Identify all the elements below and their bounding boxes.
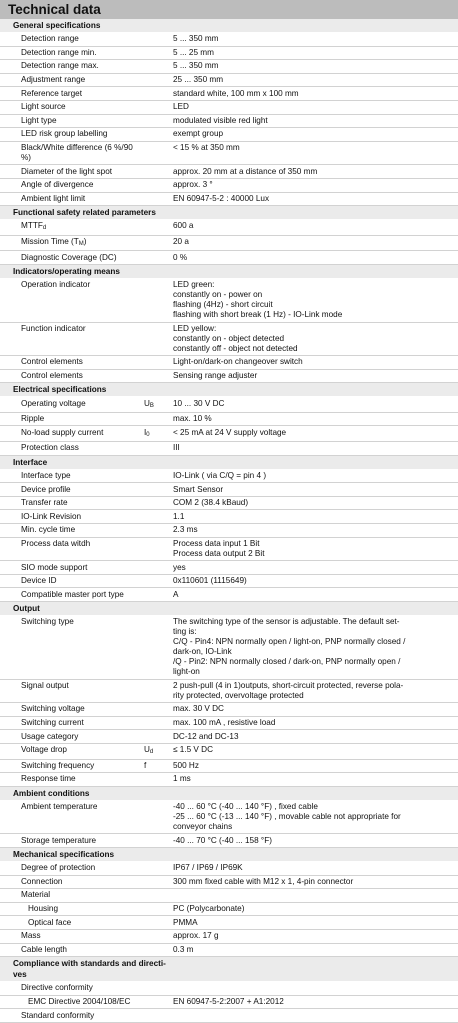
spec-label: $MTTF_d$ <box>21 221 47 232</box>
spec-label: Switching type <box>21 617 74 627</box>
spec-label: Switching frequency <box>21 760 95 770</box>
spec-symbol <box>144 370 173 383</box>
spec-value: max. 10 % <box>173 414 212 424</box>
spec-symbol: f <box>144 760 147 770</box>
spec-value: LED green: constantly on - power on flashing (4Hz) - short circuit flashing with short break (1 Hz) - IO-Link mode <box>173 280 343 320</box>
spec-value: 1.1 <box>173 511 185 521</box>
spec-label: Compatible master port type <box>21 589 124 599</box>
spec-value: A <box>173 589 179 599</box>
spec-symbol <box>144 442 173 455</box>
spec-value: standard white, 100 mm x 100 mm <box>173 88 299 98</box>
spec-symbol <box>144 60 173 73</box>
spec-value: 500 Hz <box>173 760 199 770</box>
spec-label: Angle of divergence <box>21 180 94 190</box>
spec-label: Detection range <box>21 34 79 44</box>
spec-label: Response time <box>21 774 76 784</box>
spec-row <box>0 413 458 427</box>
spec-value: LED yellow: constantly on - object detected constantly off - object not detected <box>173 323 298 353</box>
spec-label: IO-Link Revision <box>21 511 82 521</box>
spec-value: -40 ... 70 °C (-40 ... 158 °F) <box>173 835 272 845</box>
spec-symbol <box>144 944 173 957</box>
spec-row <box>0 165 458 179</box>
spec-value: IP67 / IP69 / IP69K <box>173 863 243 873</box>
spec-value: DC-12 and DC-13 <box>173 731 239 741</box>
spec-value: III <box>173 443 180 453</box>
spec-value: COM 2 (38.4 kBaud) <box>173 498 249 508</box>
spec-value: PC (Polycarbonate) <box>173 904 245 914</box>
spec-row <box>0 834 458 848</box>
spec-label: Protection class <box>21 443 79 453</box>
spec-value: -40 ... 60 °C (-40 ... 140 °F) , fixed cable -25 ... 60 °C (-13 ... 140 °F) , movable cable not appropriate for conveyor chains <box>173 802 401 832</box>
spec-label: Device ID <box>21 576 57 586</box>
spec-row <box>0 703 458 717</box>
spec-value: exempt group <box>173 129 224 139</box>
page-title: Technical data <box>0 0 458 19</box>
spec-symbol <box>144 561 173 574</box>
spec-label: Ripple <box>21 414 45 424</box>
spec-symbol <box>144 251 173 264</box>
spec-symbol <box>144 142 173 165</box>
section-heading: Indicators/operating means <box>0 265 458 279</box>
spec-value: The switching type of the sensor is adjustable. The default set- ting is: C/Q - Pin4: NPN normally open / light-on, PNP normally closed / dark-on, IO-Link /Q - Pin2: NPN normally closed / dark-on, PNP normally open / light-on <box>173 617 406 677</box>
spec-symbol <box>144 279 173 322</box>
spec-value: 600 a <box>173 221 194 231</box>
spec-row <box>0 115 458 129</box>
spec-symbol <box>144 680 173 703</box>
spec-label: LED risk group labelling <box>21 129 108 139</box>
spec-symbol <box>144 356 173 369</box>
spec-label: SIO mode support <box>21 562 88 572</box>
spec-symbol <box>144 703 173 716</box>
spec-symbol <box>144 323 173 356</box>
spec-value: 10 ... 30 V DC <box>173 398 225 408</box>
section-heading: Compliance with standards and directi- ves <box>0 957 458 982</box>
spec-value: Light-on/dark-on changeover switch <box>173 357 303 367</box>
spec-row <box>0 889 458 903</box>
spec-value: approx. 20 mm at a distance of 350 mm <box>173 166 318 176</box>
section-heading: Electrical specifications <box>0 383 458 397</box>
spec-label: Connection <box>21 876 63 886</box>
spec-row <box>0 876 458 890</box>
spec-label: Reference target <box>21 88 82 98</box>
spec-symbol: $U_B$ <box>144 398 154 409</box>
spec-symbol <box>144 115 173 128</box>
spec-symbol <box>144 165 173 178</box>
spec-symbol <box>144 903 173 916</box>
spec-value: ≤ 1.5 V DC <box>173 745 213 755</box>
spec-symbol <box>144 801 173 834</box>
spec-label: Storage temperature <box>21 835 97 845</box>
spec-value: approx. 17 g <box>173 931 219 941</box>
spec-row <box>0 101 458 115</box>
spec-symbol <box>144 588 173 601</box>
spec-symbol <box>144 236 173 251</box>
spec-label: Usage category <box>21 731 79 741</box>
spec-row <box>0 930 458 944</box>
spec-row <box>0 60 458 74</box>
spec-row <box>0 996 458 1010</box>
technical-data-table <box>0 19 458 1023</box>
spec-value: 5 ... 350 mm <box>173 61 219 71</box>
spec-row <box>0 680 458 704</box>
spec-row <box>0 497 458 511</box>
spec-row <box>0 588 458 602</box>
spec-label: Cable length <box>21 944 67 954</box>
spec-value: 1 ms <box>173 774 191 784</box>
spec-symbol <box>144 730 173 743</box>
spec-label: No-load supply current <box>21 427 104 437</box>
spec-label: Diameter of the light spot <box>21 166 113 176</box>
spec-value: 5 ... 350 mm <box>173 34 219 44</box>
spec-label: EMC Directive 2004/108/EC <box>28 996 131 1006</box>
spec-row <box>0 179 458 193</box>
spec-row <box>0 47 458 61</box>
spec-symbol <box>144 930 173 943</box>
spec-value: yes <box>173 562 186 572</box>
spec-row <box>0 944 458 958</box>
spec-row <box>0 128 458 142</box>
spec-symbol <box>144 128 173 141</box>
spec-row <box>0 773 458 787</box>
spec-row <box>0 510 458 524</box>
spec-row <box>0 616 458 680</box>
spec-label: Mission Time $(T_M)$ <box>21 237 87 248</box>
spec-row <box>0 87 458 101</box>
spec-row <box>0 538 458 562</box>
spec-row <box>0 74 458 88</box>
section-heading: General specifications <box>0 19 458 33</box>
spec-label: Detection range max. <box>21 61 99 71</box>
spec-label: Adjustment range <box>21 75 86 85</box>
spec-label: Housing <box>28 904 59 914</box>
section-heading: Ambient conditions <box>0 787 458 801</box>
spec-row <box>0 220 458 236</box>
spec-value: IO-Link ( via C/Q = pin 4 ) <box>173 470 267 480</box>
spec-symbol <box>144 1009 173 1022</box>
spec-row <box>0 397 458 413</box>
spec-value: max. 30 V DC <box>173 704 224 714</box>
spec-symbol <box>144 413 173 426</box>
spec-value: < 15 % at 350 mm <box>173 143 240 153</box>
spec-row <box>0 862 458 876</box>
spec-row <box>0 279 458 323</box>
spec-symbol: $I_0$ <box>144 427 150 438</box>
spec-value <box>173 1009 458 1022</box>
spec-symbol <box>144 834 173 847</box>
spec-value: 0x110601 (1115649) <box>173 576 247 586</box>
spec-value: Sensing range adjuster <box>173 370 258 380</box>
spec-row <box>0 236 458 252</box>
spec-symbol <box>144 47 173 60</box>
spec-value: 300 mm fixed cable with M12 x 1, 4-pin connector <box>173 876 354 886</box>
spec-value: Process data input 1 Bit Process data output 2 Bit <box>173 538 265 558</box>
spec-label: Ambient temperature <box>21 802 98 812</box>
spec-symbol <box>144 876 173 889</box>
spec-value: EN 60947-5-2:2007 + A1:2012 <box>173 996 284 1006</box>
spec-label: Control elements <box>21 357 83 367</box>
spec-label: Voltage drop <box>21 745 67 755</box>
spec-value: LED <box>173 102 189 112</box>
spec-label: Transfer rate <box>21 498 68 508</box>
spec-row <box>0 193 458 207</box>
spec-symbol <box>144 74 173 87</box>
spec-symbol <box>144 179 173 192</box>
spec-label: Signal output <box>21 680 69 690</box>
spec-label: Optical face <box>28 917 72 927</box>
spec-row <box>0 1009 458 1023</box>
spec-symbol <box>144 538 173 561</box>
section-heading: Functional safety related parameters <box>0 206 458 220</box>
spec-label: Light type <box>21 115 57 125</box>
spec-label: Switching voltage <box>21 704 85 714</box>
spec-label: Standard conformity <box>21 1010 95 1020</box>
spec-value <box>173 889 458 902</box>
spec-row <box>0 251 458 265</box>
spec-label: Light source <box>21 102 66 112</box>
spec-symbol <box>144 862 173 875</box>
spec-label: Operating voltage <box>21 398 86 408</box>
spec-symbol <box>144 470 173 483</box>
spec-label: Directive conformity <box>21 983 93 993</box>
spec-label: Detection range min. <box>21 47 97 57</box>
spec-label: Ambient light limit <box>21 193 86 203</box>
spec-symbol <box>144 510 173 523</box>
spec-symbol <box>144 193 173 206</box>
spec-symbol <box>144 773 173 786</box>
spec-row <box>0 801 458 835</box>
spec-label: Switching current <box>21 718 84 728</box>
spec-row <box>0 561 458 575</box>
spec-value: < 25 mA at 24 V supply voltage <box>173 427 287 437</box>
section-heading: Output <box>0 602 458 616</box>
spec-value <box>173 982 458 995</box>
spec-row <box>0 744 458 760</box>
spec-label: Device profile <box>21 484 71 494</box>
spec-value: 2.3 ms <box>173 525 198 535</box>
spec-row <box>0 470 458 484</box>
spec-label: Degree of protection <box>21 863 96 873</box>
spec-value: 0.3 m <box>173 944 194 954</box>
spec-value: EN 60947-5-2 : 40000 Lux <box>173 193 270 203</box>
spec-symbol <box>144 996 173 1009</box>
spec-label: Interface type <box>21 470 71 480</box>
spec-symbol <box>144 982 173 995</box>
spec-value: 0 % <box>173 252 188 262</box>
spec-symbol <box>144 916 173 929</box>
spec-value: approx. 3 ° <box>173 180 213 190</box>
spec-symbol <box>144 483 173 496</box>
spec-label: Min. cycle time <box>21 525 76 535</box>
spec-symbol: $U_d$ <box>144 745 154 756</box>
spec-label: Material <box>21 890 51 900</box>
spec-row <box>0 323 458 357</box>
spec-row <box>0 982 458 996</box>
spec-row <box>0 356 458 370</box>
spec-label: Control elements <box>21 370 83 380</box>
spec-value: 20 a <box>173 237 189 247</box>
spec-row <box>0 760 458 774</box>
spec-row <box>0 903 458 917</box>
spec-row <box>0 524 458 538</box>
spec-value: PMMA <box>173 917 198 927</box>
spec-symbol <box>144 87 173 100</box>
spec-label: Mass <box>21 931 41 941</box>
spec-row <box>0 483 458 497</box>
spec-symbol <box>144 101 173 114</box>
spec-value: max. 100 mA , resistive load <box>173 718 276 728</box>
spec-symbol <box>144 717 173 730</box>
spec-row <box>0 717 458 731</box>
spec-label: Black/White difference (6 %/90 %) <box>21 143 133 163</box>
spec-row <box>0 142 458 166</box>
spec-row <box>0 575 458 589</box>
spec-label: Diagnostic Coverage (DC) <box>21 252 117 262</box>
spec-symbol <box>144 889 173 902</box>
spec-row <box>0 442 458 456</box>
section-heading: Interface <box>0 456 458 470</box>
spec-label: Function indicator <box>21 323 86 333</box>
spec-row <box>0 916 458 930</box>
spec-value: 5 ... 25 mm <box>173 47 214 57</box>
spec-row <box>0 33 458 47</box>
spec-value: Smart Sensor <box>173 484 224 494</box>
spec-symbol <box>144 616 173 679</box>
spec-row <box>0 370 458 384</box>
spec-label: Process data witdh <box>21 538 91 548</box>
spec-value: 2 push-pull (4 in 1)outputs, short-circuit protected, reverse pola- rity protected, overvoltage protected <box>173 680 404 700</box>
spec-row <box>0 426 458 442</box>
spec-symbol <box>144 220 173 235</box>
spec-value: 25 ... 350 mm <box>173 75 224 85</box>
spec-label: Operation indicator <box>21 280 91 290</box>
spec-symbol <box>144 33 173 46</box>
spec-value: modulated visible red light <box>173 115 268 125</box>
spec-symbol <box>144 524 173 537</box>
spec-symbol <box>144 575 173 588</box>
spec-symbol <box>144 497 173 510</box>
spec-row <box>0 730 458 744</box>
section-heading: Mechanical specifications <box>0 848 458 862</box>
